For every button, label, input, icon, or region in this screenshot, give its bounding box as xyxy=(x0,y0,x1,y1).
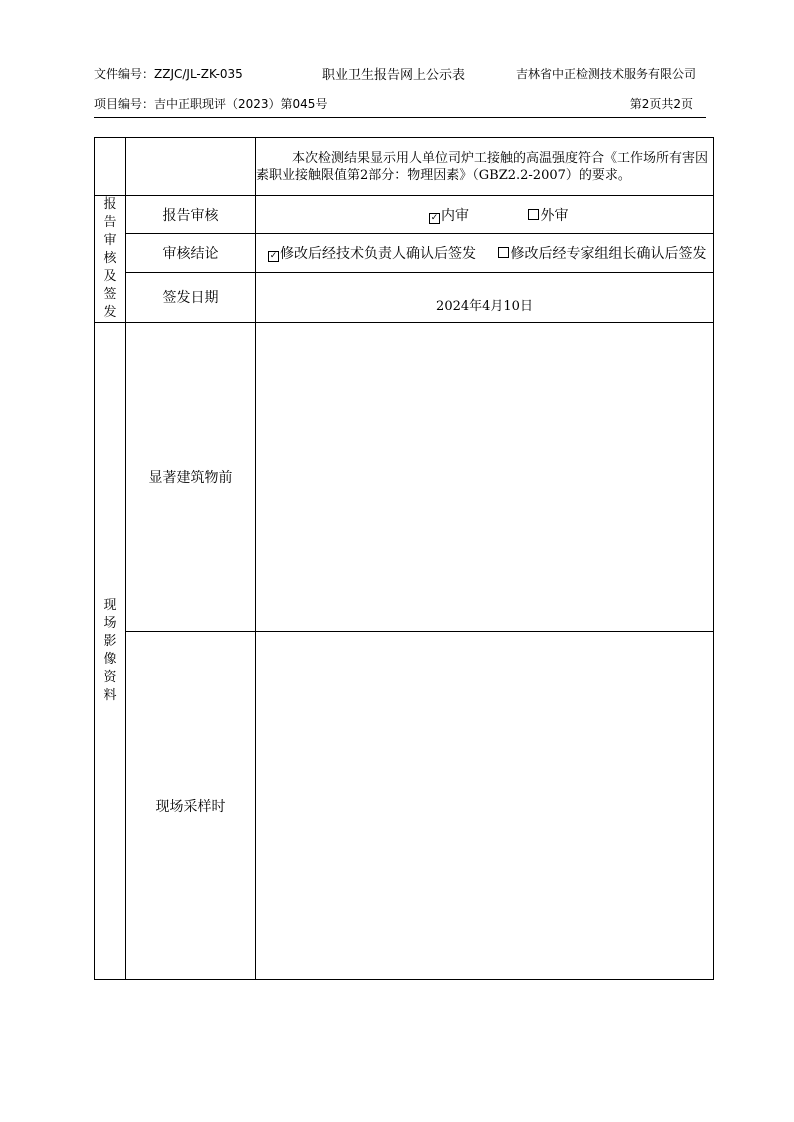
report-review-row xyxy=(95,196,714,234)
photo-cell-building xyxy=(256,323,714,632)
review-conclusion-row xyxy=(95,234,714,272)
external-review-option[interactable]: 外审 xyxy=(528,205,568,225)
page-title: 职业卫生报告网上公示表 xyxy=(322,68,466,83)
review-conclusion-options xyxy=(256,234,714,272)
review-conclusion-label: 审核结论 xyxy=(126,234,256,272)
photo-cell-sampling xyxy=(256,632,714,980)
photo-row xyxy=(95,632,714,980)
photo-label-sampling: 现场采样时 xyxy=(126,632,256,980)
conclusion-label-cell xyxy=(126,138,256,196)
tech-lead-option[interactable]: ✓ 修改后经技术负责人确认后签发 xyxy=(269,245,476,262)
report-review-label: 报告审核 xyxy=(126,196,256,234)
conclusion-row xyxy=(95,138,714,196)
internal-review-option[interactable]: ✓ 内审 xyxy=(430,207,469,224)
page-number: 第2页共2页 xyxy=(629,97,693,111)
checkbox-empty-icon[interactable] xyxy=(498,247,509,258)
issue-date-label: 签发日期 xyxy=(126,272,256,322)
document-number: 文件编号：ZZJC/JL-ZK-035 xyxy=(94,67,243,81)
photo-row xyxy=(95,323,714,632)
disclosure-table xyxy=(94,137,714,980)
review-side-label: 报 告 审 核 及 签 发 xyxy=(95,196,126,323)
conclusion-side-cell xyxy=(95,138,126,196)
issue-date-row xyxy=(95,272,714,322)
project-number: 项目编号：吉中正职现评（2023）第045号 xyxy=(94,97,328,111)
photo-side-label: 现 场 影 像 资 料 xyxy=(95,323,126,980)
checkbox-empty-icon[interactable] xyxy=(528,209,539,220)
conclusion-text: 本次检测结果显示用人单位司炉工接触的高温强度符合《工作场所有害因素职业接触限值第2部分：物理因素》（GBZ2.2-2007）的要求。 xyxy=(256,150,709,183)
conclusion-cell xyxy=(256,138,714,196)
report-review-options xyxy=(256,196,714,234)
header-divider xyxy=(94,117,706,118)
checkbox-checked-icon[interactable]: ✓ xyxy=(430,212,439,223)
company-name: 吉林省中正检测技术服务有限公司 xyxy=(515,67,696,81)
checkbox-checked-icon[interactable]: ✓ xyxy=(269,250,278,261)
photo-label-building: 显著建筑物前 xyxy=(126,323,256,632)
issue-date-value: 2024年4月10日 xyxy=(256,272,714,322)
expert-lead-option[interactable]: 修改后经专家组组长确认后签发 xyxy=(498,243,706,263)
